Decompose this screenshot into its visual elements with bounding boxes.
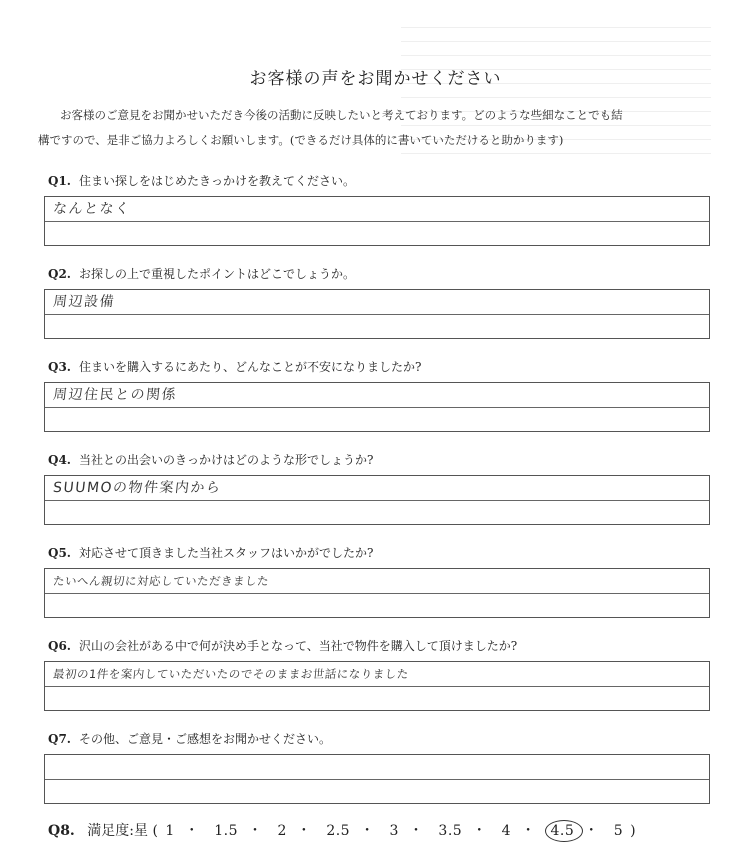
answer-line-divider [45,500,709,501]
question-text: 対応させて頂きました当社スタッフはいかがでしたか? [78,546,374,560]
handwritten-answer: 最初の1件を案内していただいたのでそのままお世話になりました [52,667,410,681]
satisfaction-label: 満足度:星 [87,823,148,839]
question-text: 当社との出会いのきっかけはどのような形でしょうか? [78,453,374,467]
question-number: Q2. [48,267,71,281]
question-3 [38,358,710,432]
answer-line-divider [45,314,709,315]
rating-option[interactable]: 3 [389,823,399,839]
question-number: Q8. [48,823,75,839]
question-number: Q6. [48,639,71,653]
rating-option-selected[interactable]: 4.5 [549,823,577,839]
question-number: Q1. [48,174,71,188]
handwritten-answer: 周辺設備 [52,294,116,310]
intro-line-2: 構ですので、是非ご協力よろしくお願いします。(できるだけ具体的に書いていただけると助かります) [38,133,564,147]
answer-line-divider [45,779,709,780]
question-8-satisfaction [48,820,636,840]
rating-option[interactable]: 5 [613,823,624,839]
question-5 [38,544,710,618]
question-1 [38,172,710,246]
rating-option[interactable]: 4 [501,823,512,839]
answer-line-divider [45,407,709,408]
question-number: Q3. [48,360,71,374]
answer-box[interactable] [44,568,710,618]
question-text: その他、ご意見・ご感想をお聞かせください。 [78,732,331,746]
intro-line-1: お客様のご意見をお聞かせいただき今後の活動に反映したいと考えております。どのような些細なことでも結 [60,108,623,122]
answer-box[interactable] [44,382,710,432]
rating-scale: ( 1 ・ 1.5 ・ 2 ・ 2.5 ・ 3 ・ 3.5 ・ 4 ・ 4.5 ・ 5 ) [152,823,636,839]
question-number: Q4. [48,453,71,467]
question-number: Q5. [48,546,71,560]
form-title: お客様の声をお聞かせください [249,69,502,89]
handwritten-answer: 周辺住民との関係 [52,387,178,403]
selected-circle-mark [545,820,583,842]
page-bottom-cut-marks [40,845,710,850]
question-7 [38,730,710,804]
answer-box[interactable] [44,661,710,711]
question-text: 沢山の会社がある中で何が決め手となって、当社で物件を購入して頂けましたか? [78,639,518,653]
question-number: Q7. [48,732,71,746]
rating-option[interactable]: 2.5 [326,823,351,839]
question-text: お探しの上で重視したポイントはどこでしょうか。 [78,267,355,281]
question-4 [38,451,710,525]
rating-option[interactable]: 2 [277,823,287,839]
answer-box[interactable] [44,475,710,525]
question-text: 住まい探しをはじめたきっかけを教えてください。 [78,174,355,188]
form-intro [38,103,728,153]
answer-box[interactable] [44,196,710,246]
rating-open-paren: ( [152,823,159,839]
question-text: 住まいを購入するにあたり、どんなことが不安になりましたか? [78,360,422,374]
rating-option[interactable]: 1 [165,823,175,839]
rating-close-paren: ) [630,823,637,839]
answer-line-divider [45,221,709,222]
answer-line-divider [45,593,709,594]
handwritten-answer [52,756,54,778]
rating-option[interactable]: 1.5 [214,823,238,839]
question-2 [38,265,710,339]
answer-line-divider [45,686,709,687]
answer-box[interactable] [44,289,710,339]
answer-box[interactable] [44,754,710,804]
rating-option[interactable]: 3.5 [438,823,463,839]
handwritten-answer: SUUMOの物件案内から [52,480,223,496]
handwritten-answer: たいへん親切に対応していただきました [52,574,270,588]
handwritten-answer: なんとなく [52,201,132,217]
question-6 [38,637,710,711]
